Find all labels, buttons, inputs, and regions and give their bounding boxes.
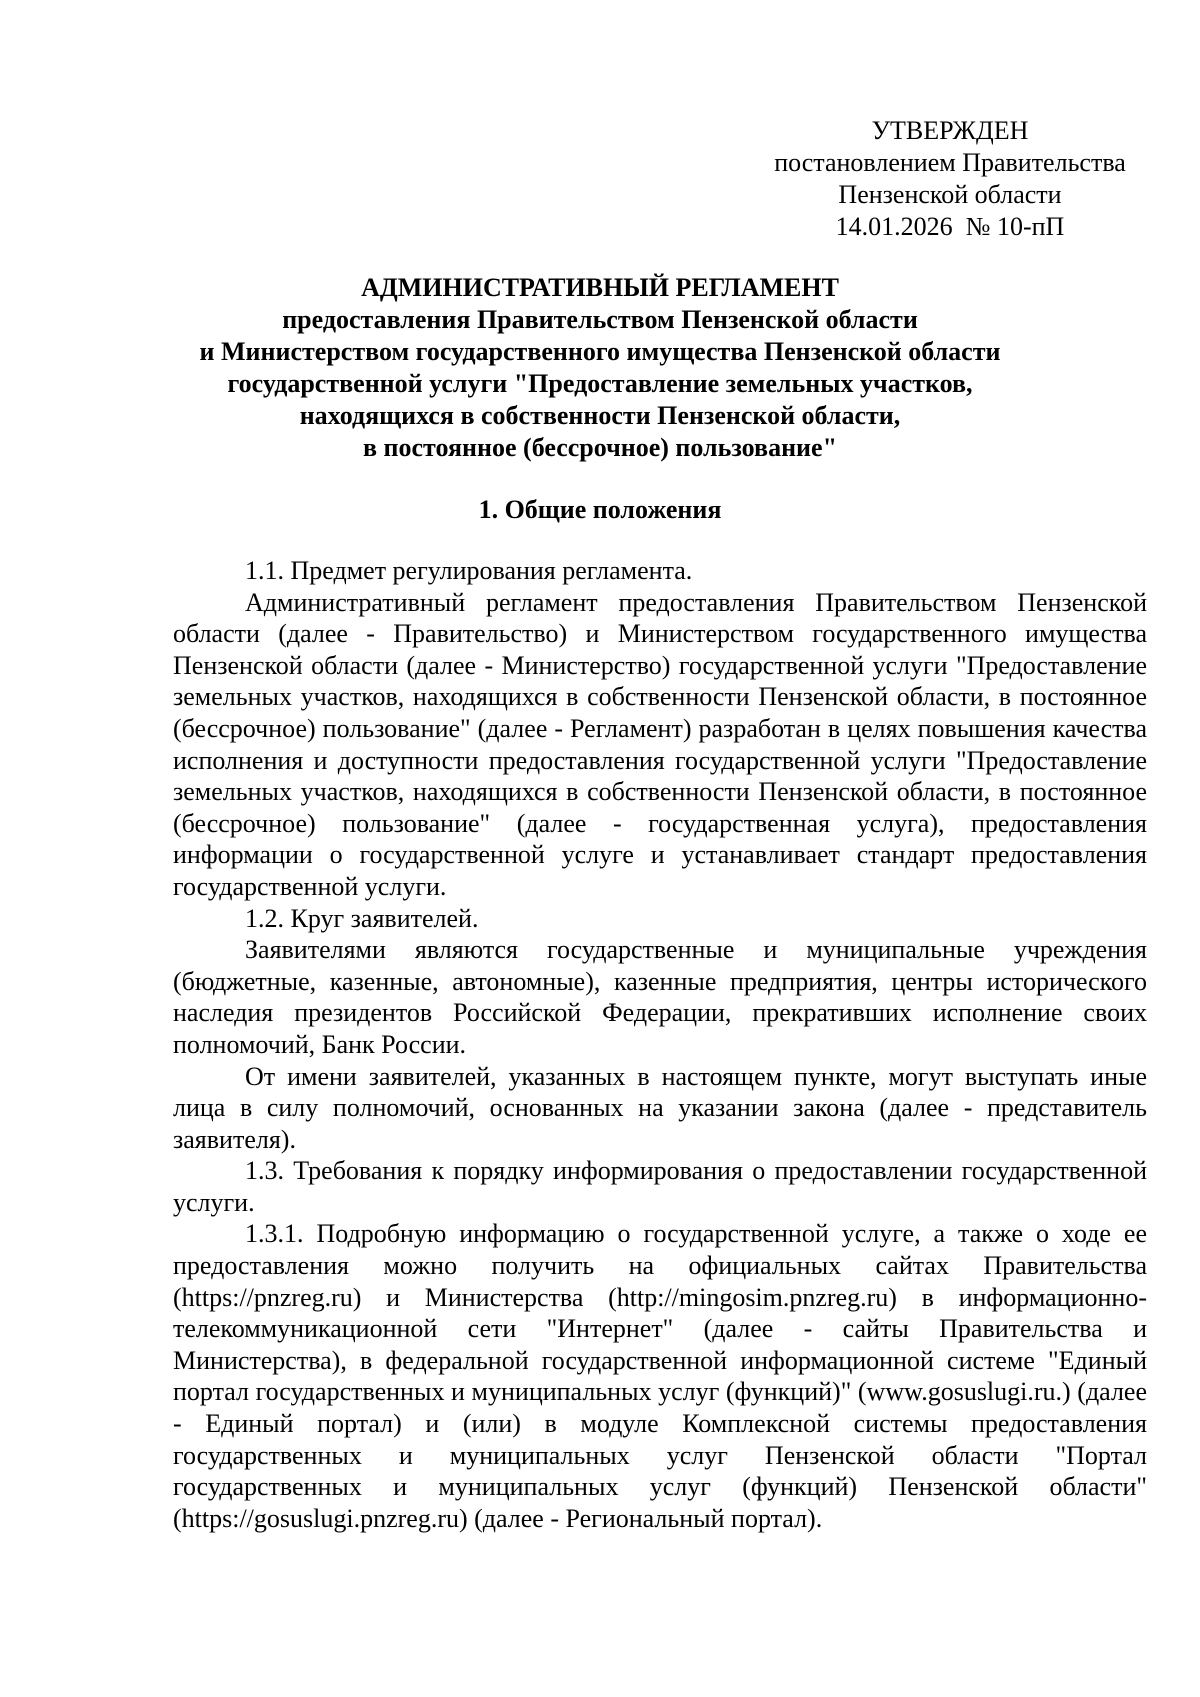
paragraph-1-3: 1.3. Требования к порядку информирования о предоставлении государственной услуги. bbox=[173, 1156, 1147, 1217]
section-heading: 1. Общие положения bbox=[478, 495, 722, 524]
paragraph-representatives: От имени заявителей, указанных в настоящем пункте, могут выступать иные лица в силу полномочий, основанных на указании закона (далее - представитель заявителя). bbox=[173, 1061, 1147, 1154]
approval-line-2: Пензенской области bbox=[838, 180, 1062, 209]
approval-date-number: 14.01.2026 № 10-пП bbox=[835, 212, 1065, 241]
title-line-5: находящихся в собственности Пензенской области, bbox=[299, 401, 901, 430]
paragraph-1-2: 1.2. Круг заявителей. bbox=[245, 903, 479, 933]
title-line-1: АДМИНИСТРАТИВНЫЙ РЕГЛАМЕНТ bbox=[361, 273, 839, 302]
approval-stamp bbox=[740, 115, 1160, 243]
paragraph-1-1: 1.1. Предмет регулирования регламента. bbox=[245, 556, 693, 585]
title-line-2: предоставления Правительством Пензенской области bbox=[282, 305, 918, 334]
document-title bbox=[120, 272, 1080, 464]
approval-status: УТВЕРЖДЕН bbox=[871, 116, 1029, 145]
paragraph-applicants: Заявителями являются государственные и муниципальные учреждения (бюджетные, казенные, автономные), казенные предприятия, центры исторического наследия президентов Российской Федерации, прекративших исполнение своих полномочий, Банк России. bbox=[173, 935, 1147, 1059]
title-line-4: государственной услуги "Предоставление земельных участков, bbox=[227, 369, 973, 398]
approval-line-1: постановлением Правительства bbox=[774, 148, 1126, 177]
title-line-6: в постоянное (бессрочное) пользование" bbox=[362, 433, 838, 462]
paragraph-1-3-1: 1.3.1. Подробную информацию о государственной услуге, а также о ходе ее предоставления можно получить на официальных сайтах Правительства (https://pnzreg.ru) и Министерства (http://mingosim.pnzreg.ru) в информационно-телекоммуникационной сети "Интернет" (далее - сайты Правительства и Министерства), в федеральной государственной информационной системе "Единый портал государственных и муниципальных услуг (функций)" (www.gosuslugi.ru.) (далее - Единый портал) и (или) в модуле Комплексной системы предоставления государственных и муниципальных услуг Пензенской области "Портал государственных и муниципальных услуг (функций) Пензенской области" (https://gosuslugi.pnzreg.ru) (далее - Региональный портал). bbox=[173, 1219, 1147, 1533]
section-body bbox=[173, 555, 1147, 1534]
paragraph-regulation-description: Административный регламент предоставления Правительством Пензенской области (далее - Правительство) и Министерством государственного имущества Пензенской области (далее - Министерство) государственной услуги "Предоставление земельных участков, находящихся в собственности Пензенской области, в постоянное (бессрочное) пользование" (далее - Регламент) разработан в целях повышения качества исполнения и доступности предоставления государственной услуги "Предоставление земельных участков, находящихся в собственности Пензенской области, в постоянное (бессрочное) пользование" (далее - государственная услуга), предоставления информации о государственной услуге и устанавливает стандарт предоставления государственной услуги. bbox=[173, 587, 1147, 901]
title-line-3: и Министерством государственного имущества Пензенской области bbox=[199, 337, 1001, 366]
